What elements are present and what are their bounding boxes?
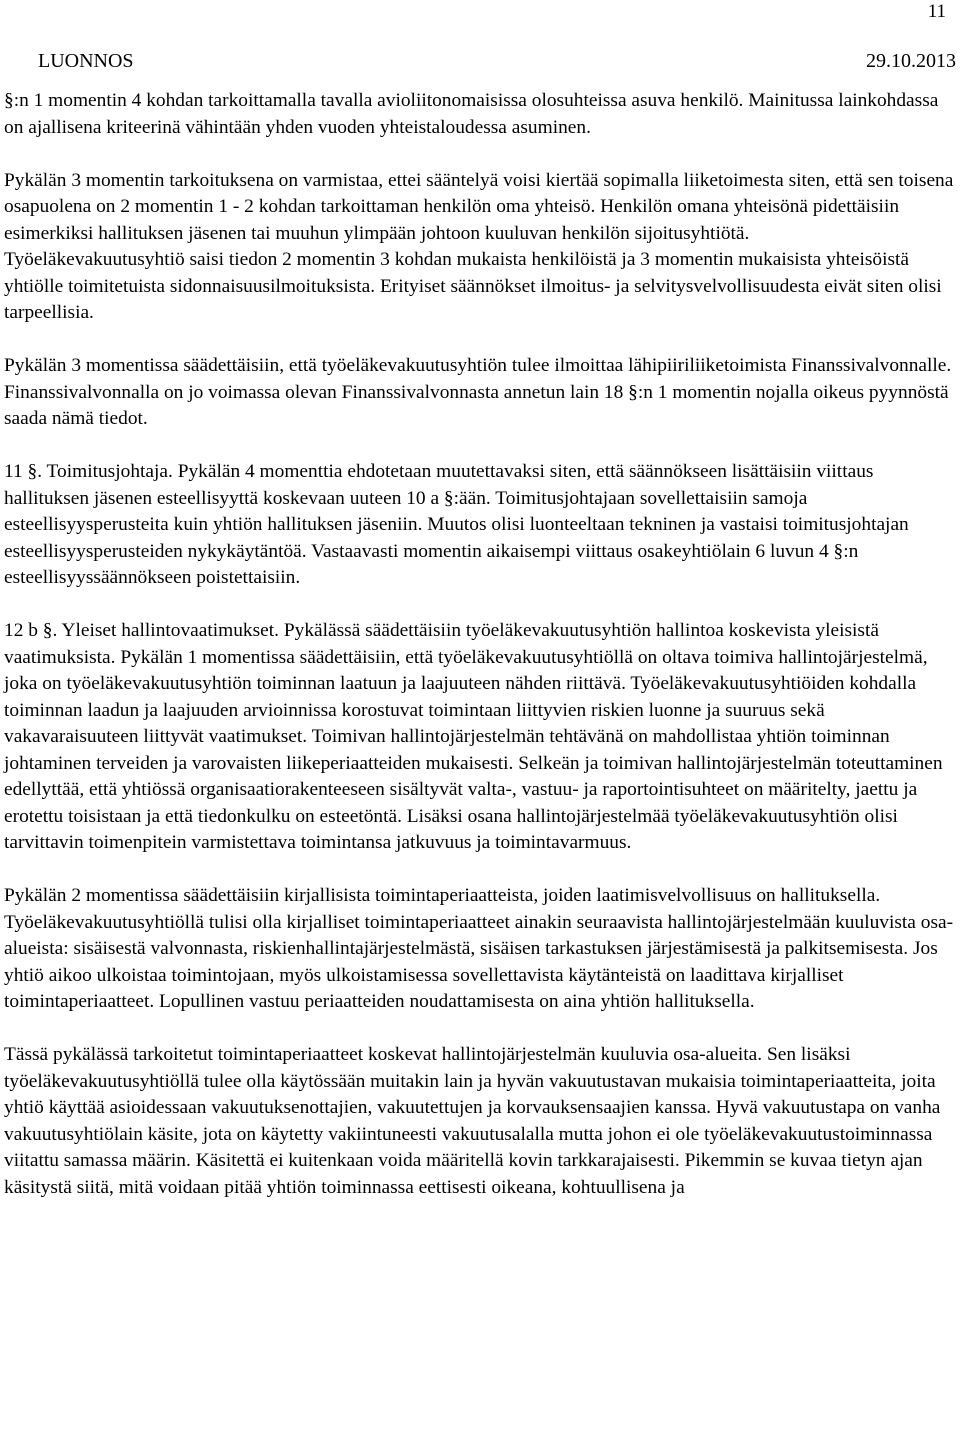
document-date: 29.10.2013 — [866, 50, 956, 72]
paragraph-1: §:n 1 momentin 4 kohdan tarkoittamalla tavalla avioliitonomaisissa olosuhteissa asuva henkilö. Mainitussa lainkohdassa on ajallisena kriteerinä vähintään yhden vuoden yhteistaloudessa asuminen. — [4, 90, 939, 138]
paragraph-5-text: Pykälän 4 momenttia ehdotetaan muutettavaksi siten, että säännökseen lisättäisiin viittaus hallituksen jäsenen esteellisyyttä koskevaan uuteen 10 a §:ään. Toimitusjohtajaan sovellettaisiin samoja esteellisyysperusteita kuin yhtiön hallituksen jäseniin. Muutos olisi luonteeltaan tekninen ja vastaisi toimitusjohtajan esteellisyysperusteiden nykykäytäntöä. Vastaavasti momentin aikaisempi viittaus osakeyhtiölain 6 luvun 4 §:n esteellisyyssäännökseen poistettaisiin. — [4, 461, 909, 588]
paragraph-8: Tässä pykälässä tarkoitetut toimintaperiaatteet koskevat hallintojärjestelmän kuuluvia osa-alueita. Sen lisäksi työeläkevakuutusyhtiöllä tulee olla käytössään muitakin lain ja hyvän vakuutustavan mukaisia toimintaperiaatteita, joita yhtiö käyttää asioidessaan vakuutuksenottajien, vakuutettujen ja korvauksensaajien kanssa. Hyvä vakuutustapa on vanha vakuutusyhtiölain käsite, jota on käytetty vakiintuneesti vakuutusalalla mutta johon ei ole työeläkevakuutustoiminnassa viitattu samassa määrin. Käsitettä ei kuitenkaan voida määritellä kovin tarkkarajaisesti. Pikemmin se kuvaa tietyn ajan käsitystä siitä, mitä voidaan pitää yhtiön toiminnassa eettisesti oikeana, kohtuullisena ja — [4, 1044, 941, 1198]
section-heading-12b: 12 b §. Yleiset hallintovaatimukset. — [4, 620, 280, 641]
page-number: 11 — [927, 1, 946, 22]
document-body — [4, 88, 954, 1228]
document-header — [38, 48, 956, 74]
paragraph-6 — [4, 618, 954, 857]
paragraph-3: Työeläkevakuutusyhtiö saisi tiedon 2 momentin 3 kohdan mukaista henkilöistä ja 3 momentin mukaisista yhteisöistä yhtiölle toimitetuista sidonnaisuusilmoituksista. Erityiset säännökset ilmoitus- ja selvitysvelvollisuudesta eivät siten olisi tarpeellisia. — [4, 249, 942, 323]
paragraph-6-text: Pykälässä säädettäisiin työeläkevakuutusyhtiön hallintoa koskevista yleisistä vaatimuksista. Pykälän 1 momentissa säädettäisiin, että työeläkevakuutusyhtiöllä on oltava toimiva hallintojärjestelmä, joka on työeläkevakuutusyhtiön toiminnan laatuun ja laajuuteen nähden riittävä. Työeläkevakuutusyhtiöiden kohdalla toiminnan laadun ja laajuuden arvioinnissa korostuvat toimintaan liittyvien riskien luonne ja suuruus sekä vakavaraisuuteen liittyvät vaatimukset. Toimivan hallintojärjestelmän tehtävänä on mahdollistaa yhtiön toiminnan johtaminen terveiden ja varovaisten liikeperiaatteiden mukaisesti. Selkeän ja toimivan hallintojärjestelmän toteuttaminen edellyttää, että yhtiössä organisaatiorakenteeseen sisältyvät valta-, vastuu- ja raportointisuhteet on määritelty, jaettu ja erotettu toisistaan ja että tiedonkulku on esteetöntä. Lisäksi osana hallintojärjestelmää työeläkevakuutusyhtiön olisi tarvittavin toimenpitein varmistettava toimintansa jatkuvuus ja toimintavarmuus. — [4, 620, 943, 853]
section-heading-11: 11 §. Toimitusjohtaja. — [4, 461, 173, 482]
draft-label: LUONNOS — [38, 50, 134, 72]
paragraph-7: Pykälän 2 momentissa säädettäisiin kirjallisista toimintaperiaatteista, joiden laatimisvelvollisuus on hallituksella. Työeläkevakuutusyhtiöllä tulisi olla kirjalliset toimintaperiaatteet ainakin seuraavista hallintojärjestelmään kuuluvista osa-alueista: sisäisestä valvonnasta, riskienhallintajärjestelmästä, sisäisen tarkastuksen järjestämisestä ja palkitsemisesta. Jos yhtiö aikoo ulkoistaa toimintojaan, myös ulkoistamisessa sovellettavista käytänteistä on laadittava kirjalliset toimintaperiaatteet. Lopullinen vastuu periaatteiden noudattamisesta on aina yhtiön hallituksella. — [4, 885, 954, 1012]
paragraph-2: Pykälän 3 momentin tarkoituksena on varmistaa, ettei sääntelyä voisi kiertää sopimalla liiketoimesta siten, että sen toisena osapuolena on 2 momentin 1 - 2 kohdan tarkoittaman henkilön oma yhteisö. Henkilön omana yhteisönä pidettäisiin esimerkiksi hallituksen jäsenen tai muuhun ylimpään johtoon kuuluvan henkilön sijoitusyhtiötä. — [4, 169, 954, 244]
paragraph-4: Pykälän 3 momentissa säädettäisiin, että työeläkevakuutusyhtiön tulee ilmoittaa lähipiiriliiketoimista Finanssivalvonnalle. Finanssivalvonnalla on jo voimassa olevan Finanssivalvonnasta annetun lain 18 §:n 1 momentin nojalla oikeus pyynnöstä saada nämä tiedot. — [4, 355, 952, 429]
paragraph-5 — [4, 459, 954, 592]
